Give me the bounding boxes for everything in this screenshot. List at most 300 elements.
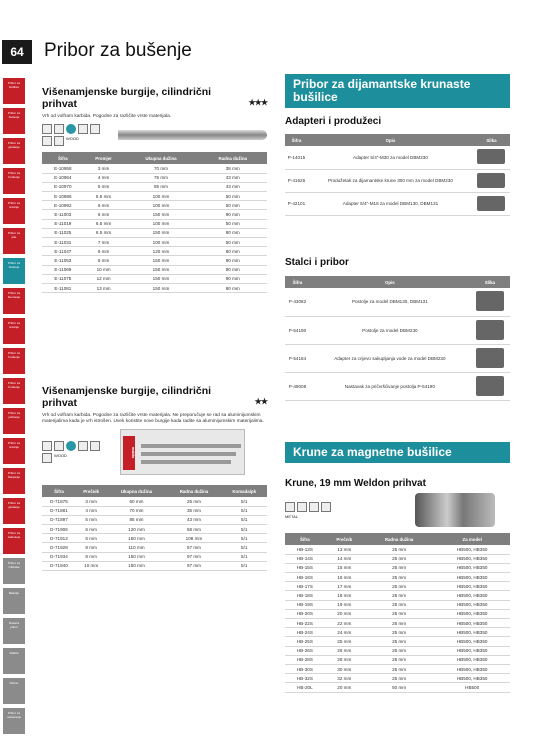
table-cell: HB-19S [285, 600, 325, 609]
table-cell: HB-32S [285, 674, 325, 683]
sidebar-tab-label: brušenje [8, 384, 20, 389]
table-cell: HB-26S [285, 646, 325, 655]
table-cell: D-71940 [42, 561, 76, 570]
table-cell: D-71912 [42, 534, 76, 543]
subsection-title: Krune, 19 mm Weldon prihvat [285, 478, 426, 489]
table-cell: 10 mm [84, 265, 124, 274]
sidebar-tab[interactable] [3, 528, 25, 554]
sidebar-tab-label: Pribor za [7, 201, 20, 205]
product-image-cell [470, 288, 510, 316]
table-cell: Nastavak za pričvršćivanje postolja P-54190 [310, 372, 470, 400]
table-cell: 20 mm [325, 609, 364, 618]
table-cell: Postolje za model DBM130, DBM131 [310, 288, 470, 316]
sidebar-tab[interactable] [3, 168, 25, 194]
table-cell: 150 mm [124, 265, 199, 274]
product-image [476, 376, 504, 396]
sidebar-tab[interactable] [3, 378, 25, 404]
table-cell: HB500, HB350 [434, 619, 510, 628]
table-cell: 43 mm [198, 173, 267, 182]
sidebar-tab[interactable] [3, 228, 25, 254]
table-row [285, 563, 510, 572]
table-cell: 7 mm [84, 238, 124, 247]
table-cell: E-10992 [42, 201, 84, 210]
table-cell: 60 mm [198, 247, 267, 256]
page-number: 64 [2, 40, 32, 64]
subsection-title: Stalci i pribor [285, 257, 349, 268]
sidebar-tab[interactable] [3, 108, 25, 134]
table-cell: 32 mm [325, 674, 364, 683]
table-row [285, 554, 510, 563]
column-header: Ukupna dužina [106, 485, 166, 497]
table-row [285, 683, 510, 692]
sidebar-tab-label: Pribor za [7, 531, 20, 535]
table-cell: 150 mm [106, 534, 166, 543]
column-header: Opis [308, 134, 473, 146]
table-row [285, 619, 510, 628]
column-header: Komada/pk [221, 485, 267, 497]
table-cell: 4 mm [84, 173, 124, 182]
table-cell: E-11025 [42, 228, 84, 237]
table-cell: 50 mm [198, 238, 267, 247]
table-row [42, 283, 267, 292]
table-cell: 70 mm [106, 506, 166, 515]
sidebar-tab[interactable] [3, 258, 25, 284]
table-cell: HB500, HB350 [434, 646, 510, 655]
table-row [285, 600, 510, 609]
table-cell: 38 mm [198, 164, 267, 173]
table-row [42, 182, 267, 191]
table-cell: 17 mm [325, 582, 364, 591]
sidebar-tab-label: Pribor za [7, 321, 20, 325]
section-diamond-core-accessories [285, 74, 510, 216]
drill-bit-image [141, 444, 241, 448]
table-cell: 6 mm [84, 201, 124, 210]
sidebar-tab-label: bušenje [8, 264, 20, 269]
table-cell: 108 mm [167, 534, 222, 543]
table-cell: 90 mm [198, 210, 267, 219]
table-cell: 12 mm [84, 274, 124, 283]
column-header: Za model [434, 533, 510, 545]
table-cell: HB-18S [285, 591, 325, 600]
table-cell: 35 mm [167, 506, 222, 515]
table-row [285, 192, 510, 215]
material-icon [54, 136, 64, 146]
sidebar-tab-label: glodanje [8, 504, 20, 509]
product-image-cell [470, 344, 510, 372]
table-cell: 75 mm [124, 173, 199, 182]
product-image-cell [473, 169, 510, 192]
table-cell: 8 mm [84, 256, 124, 265]
table-row [285, 573, 510, 582]
sidebar-tab[interactable] [3, 408, 25, 434]
table-cell: 8 mm [84, 247, 124, 256]
column-header: Slika [470, 276, 510, 288]
table-cell: P-43082 [285, 288, 310, 316]
sidebar-tab-label: Pribor za [7, 411, 20, 415]
table-row [285, 146, 510, 169]
table-cell: 25 mm [364, 573, 434, 582]
sidebar-tab-label: štemanje [7, 294, 21, 299]
wood-label: WOOD [54, 453, 67, 458]
drill-bit-image [141, 452, 236, 456]
table-cell: HB-28S [285, 655, 325, 664]
table-cell: E-11081 [42, 283, 84, 292]
product-image [477, 196, 505, 211]
section-stands [285, 257, 510, 401]
sidebar-tab-label: pile [11, 234, 17, 239]
table-cell: Adapter 5/4"-M18 za model DBM130, DBM131 [308, 192, 473, 215]
table-cell: 5/1 [221, 506, 267, 515]
sidebar-tab-label: Pribor za [7, 381, 20, 385]
sidebar-tab-label: Razno [9, 681, 19, 685]
sidebar-tab-label: Pribor za [7, 171, 20, 175]
table-cell: 58 mm [167, 525, 222, 534]
table-cell: 25 mm [364, 600, 434, 609]
table-cell: 50 mm [198, 201, 267, 210]
table-row [42, 164, 267, 173]
sidebar-tab-label: Pribor za [7, 231, 20, 235]
table-cell: E-10986 [42, 192, 84, 201]
table-cell: HB-30S [285, 664, 325, 673]
table-cell: 150 mm [106, 561, 166, 570]
column-header: Šifra [285, 533, 325, 545]
table-cell: 25 mm [364, 674, 434, 683]
table-cell: Adapter 5/4"-M30 za model DBM230 [308, 146, 473, 169]
table-row [285, 591, 510, 600]
table-cell: 150 mm [124, 228, 199, 237]
sidebar-tab[interactable] [3, 348, 25, 374]
table-cell: HB500, HB350 [434, 628, 510, 637]
table-cell: 13 mm [325, 545, 364, 554]
table-cell: 57 mm [167, 543, 222, 552]
column-header: Opis [310, 276, 470, 288]
table-cell: 100 mm [124, 238, 199, 247]
sidebar-tab-label: Baterije [8, 591, 20, 595]
sidebar-tab[interactable] [3, 498, 25, 524]
table-cell: 60 mm [106, 497, 166, 506]
table-cell: 100 mm [124, 192, 199, 201]
table-cell: 5/1 [221, 534, 267, 543]
table-cell: HB-25S [285, 637, 325, 646]
drill-bit-image [118, 130, 267, 140]
application-icons [42, 124, 110, 146]
table-row [285, 628, 510, 637]
table-cell: 14 mm [325, 554, 364, 563]
table-cell: P-54190 [285, 316, 310, 344]
table-cell: 26 mm [167, 497, 222, 506]
material-icon [54, 441, 64, 451]
table-cell: 25 mm [364, 554, 434, 563]
table-row [42, 192, 267, 201]
table-cell: HB500, HB350 [434, 609, 510, 618]
table-cell: 25 mm [364, 591, 434, 600]
makita-logo: makita [123, 436, 135, 470]
application-icons [285, 502, 335, 519]
table-cell: 25 mm [364, 582, 434, 591]
sidebar-tab[interactable] [3, 678, 25, 704]
page-title: Pribor za bušenje [44, 40, 192, 61]
wood-icon [42, 453, 52, 463]
table-cell: HB500, HB350 [434, 545, 510, 554]
section-banner: Pribor za dijamantske krunaste bušilice [285, 74, 510, 108]
table-cell: 6 mm [76, 534, 107, 543]
table-cell: 28 mm [325, 655, 364, 664]
sidebar-tab-label: Pribor za [7, 291, 20, 295]
product-image [477, 173, 505, 188]
subsection-title: Adapteri i produžeci [285, 116, 382, 127]
sidebar-tab-label: Dodatni [8, 621, 20, 625]
table-cell: 22 mm [325, 619, 364, 628]
product-image [477, 149, 505, 164]
material-icon [285, 502, 295, 512]
column-header: Šifra [285, 134, 308, 146]
table-cell: 25 mm [364, 664, 434, 673]
wood-icon [42, 136, 52, 146]
table-cell: D-71928 [42, 543, 76, 552]
sidebar-tab[interactable] [3, 618, 25, 644]
sidebar-tab-label: rezanje [9, 324, 19, 329]
table-cell: 120 mm [106, 525, 166, 534]
table-row [42, 552, 267, 561]
table-cell: D-71906 [42, 525, 76, 534]
table-row [42, 515, 267, 524]
table-cell: 85 mm [124, 182, 199, 191]
sidebar-tab-label: Pribor za [7, 561, 20, 565]
table-cell: E-11053 [42, 256, 84, 265]
table-cell: 150 mm [124, 274, 199, 283]
material-icon [90, 124, 100, 134]
table-cell: E-11031 [42, 238, 84, 247]
table-cell: 6.5 mm [84, 219, 124, 228]
table-cell: 15 mm [325, 563, 364, 572]
table-cell: 90 mm [198, 256, 267, 265]
sidebar-tab-label: rezanje [9, 444, 19, 449]
table-cell: 4 mm [76, 506, 107, 515]
sidebar-tab-label: glodanje [8, 144, 20, 149]
sidebar-tab[interactable] [3, 708, 25, 734]
sidebar-tab-label: Pribor za [7, 501, 20, 505]
sidebar-tab-label: Pribor za [7, 111, 20, 115]
table-cell: 120 mm [124, 247, 199, 256]
sidebar-tab[interactable] [3, 438, 25, 464]
table-cell: HB500, HB350 [434, 655, 510, 664]
sidebar-tab-label: Zaštita [9, 651, 19, 655]
table-row [285, 169, 510, 192]
column-header: Radna dužina [364, 533, 434, 545]
table-cell: 150 mm [124, 283, 199, 292]
product-image-cell [473, 192, 510, 215]
table-cell: 97 mm [167, 552, 222, 561]
table-cell: HB-22S [285, 619, 325, 628]
table-cell: 5/1 [221, 561, 267, 570]
table-cell: 85 mm [106, 515, 166, 524]
sidebar-tab-label: Pribor za [7, 711, 20, 715]
section-description: Vrh od volfram karbida. Pogodne za različite vrste materijala. [42, 114, 172, 119]
table-cell: 8 mm [76, 552, 107, 561]
sidebar-tab[interactable] [3, 588, 25, 614]
section-multipurpose-drills-1 [42, 86, 267, 293]
table-cell: Produžetak za dijamantske krune 300 mm za model DBM230 [308, 169, 473, 192]
drill-spec-table [42, 485, 267, 571]
table-row [42, 228, 267, 237]
table-cell: 25 mm [364, 609, 434, 618]
product-image-cell [470, 372, 510, 400]
table-row [42, 506, 267, 515]
table-cell: HB-20S [285, 609, 325, 618]
table-cell: 90 mm [198, 274, 267, 283]
sidebar-tab-label: Pribor za [7, 471, 20, 475]
table-cell: 90 mm [198, 265, 267, 274]
material-icon [321, 502, 331, 512]
table-cell: E-10958 [42, 164, 84, 173]
sidebar-tab-label: brušenje [8, 174, 20, 179]
table-row [285, 582, 510, 591]
table-cell: HB500, HB350 [434, 600, 510, 609]
drill-spec-table [42, 152, 267, 293]
sidebar-tab-label: rezanje [9, 204, 19, 209]
table-cell: E-10964 [42, 173, 84, 182]
material-icon [54, 124, 64, 134]
sidebar-tab[interactable] [3, 198, 25, 224]
table-row [285, 646, 510, 655]
table-cell: HB-17S [285, 582, 325, 591]
column-header: Promjer [84, 152, 124, 164]
table-cell: 24 mm [325, 628, 364, 637]
table-cell: 8 mm [76, 543, 107, 552]
rating-stars: ★★ [254, 397, 267, 406]
table-row [285, 372, 510, 400]
table-cell: Adapter za crijevo sakupljanja vode za model DBM230 [310, 344, 470, 372]
table-cell: 6 mm [76, 525, 107, 534]
table-cell: 90 mm [198, 228, 267, 237]
table-row [42, 497, 267, 506]
table-row [285, 545, 510, 554]
cutter-table [285, 533, 510, 693]
section-title: Višenamjenske burgije, cilindrični prihvat [42, 86, 212, 110]
table-cell: 26 mm [325, 646, 364, 655]
table-cell: P-41626 [285, 169, 308, 192]
table-cell: 70 mm [124, 164, 199, 173]
table-cell: E-10970 [42, 182, 84, 191]
table-cell: 3 mm [84, 164, 124, 173]
sidebar-tab[interactable] [3, 288, 25, 314]
product-image-cell [470, 316, 510, 344]
adapter-table [285, 134, 510, 216]
section-multipurpose-drills-2 [42, 385, 267, 571]
sidebar-tab[interactable] [3, 558, 25, 584]
table-cell: HB500, HB350 [434, 637, 510, 646]
table-cell: 30 mm [325, 664, 364, 673]
column-header: Radna dužina [167, 485, 222, 497]
material-icon [42, 124, 52, 134]
table-cell: HB500, HB350 [434, 591, 510, 600]
table-row [42, 219, 267, 228]
sidebar-tab-label: vrtlarske [8, 564, 20, 569]
material-icon [90, 441, 100, 451]
wood-label: WOOD [66, 136, 79, 141]
table-cell: P-54184 [285, 344, 310, 372]
table-cell: D-71875 [42, 497, 76, 506]
shank-icon [66, 441, 76, 451]
table-row [285, 288, 510, 316]
table-cell: 50 mm [198, 192, 267, 201]
column-header: Slika [473, 134, 510, 146]
table-row [42, 543, 267, 552]
table-cell: 5.5 mm [84, 192, 124, 201]
table-cell: HB500, HB350 [434, 582, 510, 591]
drill-bit-image [141, 460, 231, 464]
sidebar-tab[interactable] [3, 78, 25, 104]
table-cell: E-11003 [42, 210, 84, 219]
table-cell: 5 mm [76, 515, 107, 524]
column-header: Prečnik [76, 485, 107, 497]
table-cell: HB500, HB350 [434, 563, 510, 572]
table-cell: E-11019 [42, 219, 84, 228]
table-cell: 100 mm [124, 219, 199, 228]
table-row [285, 637, 510, 646]
table-cell: D-71881 [42, 506, 76, 515]
shank-icon [66, 124, 76, 134]
table-cell: HB-24S [285, 628, 325, 637]
table-cell: E-11069 [42, 265, 84, 274]
table-cell: D-71897 [42, 515, 76, 524]
sidebar-tab-label: Pribor za [7, 351, 20, 355]
table-cell: 5 mm [84, 182, 124, 191]
stand-table [285, 276, 510, 401]
table-cell: 25 mm [364, 655, 434, 664]
rating-stars: ★★★ [248, 98, 267, 107]
table-cell: 3 mm [76, 497, 107, 506]
table-cell: D-71934 [42, 552, 76, 561]
sidebar-tab-label: pribor [10, 624, 18, 629]
material-icon [78, 124, 88, 134]
sidebar-tab-label: Pribor za [7, 81, 20, 85]
sidebar-tab[interactable] [3, 318, 25, 344]
table-row [285, 316, 510, 344]
table-cell: 5/1 [221, 525, 267, 534]
table-cell: 50 mm [364, 683, 434, 692]
table-cell: 43 mm [167, 515, 222, 524]
sidebar-tab-label: usisavanje [6, 714, 22, 719]
table-row [42, 238, 267, 247]
table-row [285, 344, 510, 372]
table-cell: 25 mm [364, 637, 434, 646]
sidebar-tab-label: Pribor za [7, 261, 20, 265]
column-header: Ukupna dužina [124, 152, 199, 164]
sidebar-tab-label: bušenje [8, 114, 20, 119]
section-banner: Krune za magnetne bušilice [285, 442, 510, 463]
table-cell: E-11047 [42, 247, 84, 256]
table-row [42, 534, 267, 543]
sidebar-tab[interactable] [3, 468, 25, 494]
column-header: Radna dužina [198, 152, 267, 164]
section-title: Višenamjenske burgije, cilindrični prihvat [42, 385, 212, 409]
material-icon [78, 441, 88, 451]
table-cell: HB-13S [285, 545, 325, 554]
sidebar-tab[interactable] [3, 648, 25, 674]
table-cell: 25 mm [364, 563, 434, 572]
table-cell: 150 mm [124, 256, 199, 265]
table-cell: HB-20L [285, 683, 325, 692]
sidebar-tab[interactable] [3, 138, 25, 164]
column-header: Šifra [42, 485, 76, 497]
table-cell: 150 mm [106, 552, 166, 561]
table-cell: 25 mm [364, 646, 434, 655]
product-image [476, 348, 504, 368]
product-image [476, 291, 504, 311]
table-cell: HB500, HB350 [434, 573, 510, 582]
sidebar-tab-label: Pribor za [7, 141, 20, 145]
